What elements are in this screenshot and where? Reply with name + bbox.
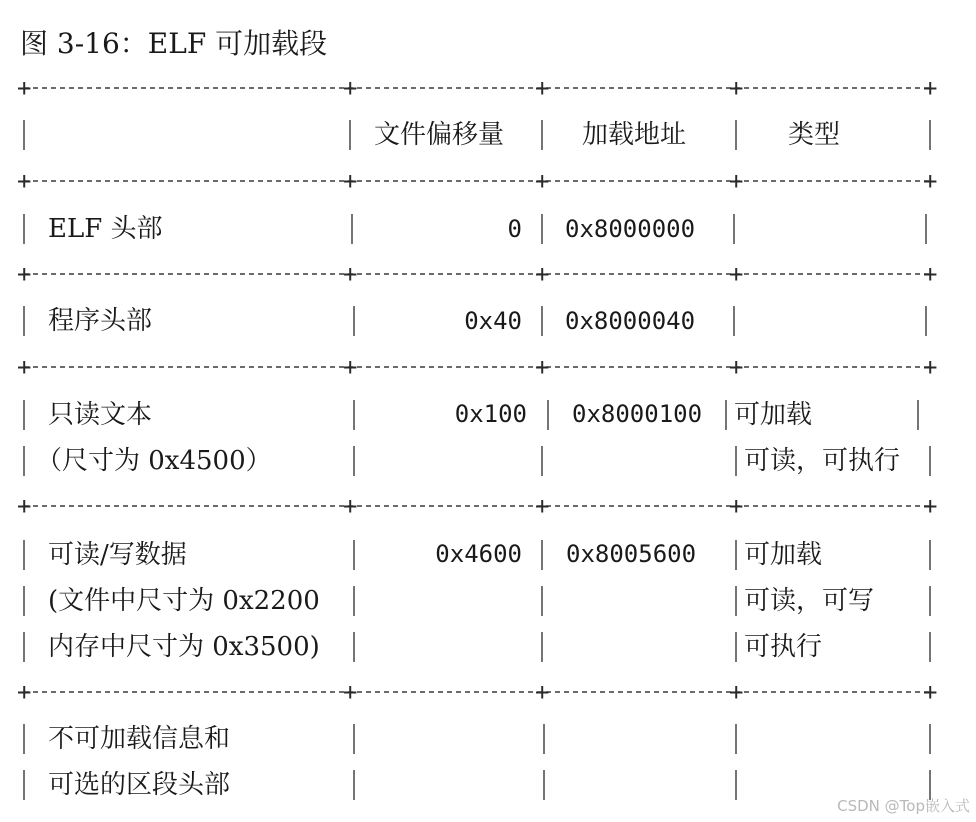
file-offset: 0x4600 bbox=[435, 540, 522, 568]
junction-mark: + bbox=[17, 167, 32, 195]
segment-name: 可读/写数据 bbox=[48, 540, 187, 570]
segment-size-note: (文件中尺寸为 0x2200 bbox=[48, 586, 320, 616]
file-offset: 0x100 bbox=[454, 400, 527, 428]
junction-mark: + bbox=[923, 353, 938, 381]
header-address: 加载地址 bbox=[582, 120, 687, 150]
load-address: 0x8000000 bbox=[565, 215, 696, 243]
junction-mark: + bbox=[535, 678, 550, 706]
junction-mark: + bbox=[17, 678, 32, 706]
segment-permissions: 可读，可执行 bbox=[744, 446, 901, 476]
load-address: 0x8005600 bbox=[566, 540, 697, 568]
segment-permissions: 可执行 bbox=[744, 632, 823, 662]
segment-name-cont: 可选的区段头部 bbox=[48, 770, 231, 800]
segment-name: ELF 头部 bbox=[48, 214, 163, 244]
junction-mark: + bbox=[17, 353, 32, 381]
segment-size-note: （尺寸为 0x4500） bbox=[36, 446, 272, 476]
junction-mark: + bbox=[17, 260, 32, 288]
header-offset: 文件偏移量 bbox=[374, 120, 505, 150]
junction-mark: + bbox=[923, 74, 938, 102]
junction-mark: + bbox=[343, 492, 358, 520]
load-address: 0x8000040 bbox=[565, 307, 696, 335]
segment-name: 只读文本 bbox=[48, 400, 153, 430]
segment-size-note: 内存中尺寸为 0x3500) bbox=[48, 632, 320, 662]
junction-mark: + bbox=[729, 167, 744, 195]
junction-mark: + bbox=[923, 492, 938, 520]
junction-mark: + bbox=[923, 678, 938, 706]
segment-permissions: 可读，可写 bbox=[744, 586, 875, 616]
junction-mark: + bbox=[343, 678, 358, 706]
segment-name: 程序头部 bbox=[48, 306, 153, 336]
load-address: 0x8000100 bbox=[572, 400, 703, 428]
file-offset: 0 bbox=[507, 215, 522, 243]
junction-mark: + bbox=[535, 353, 550, 381]
junction-mark: + bbox=[923, 167, 938, 195]
figure-caption: 图 3-16：ELF 可加载段 bbox=[20, 27, 328, 60]
junction-mark: + bbox=[729, 260, 744, 288]
junction-mark: + bbox=[343, 260, 358, 288]
junction-mark: + bbox=[535, 492, 550, 520]
header-type: 类型 bbox=[788, 120, 841, 150]
junction-mark: + bbox=[729, 678, 744, 706]
junction-mark: + bbox=[923, 260, 938, 288]
junction-mark: + bbox=[343, 353, 358, 381]
junction-mark: + bbox=[17, 492, 32, 520]
segment-name: 不可加载信息和 bbox=[48, 724, 231, 754]
junction-mark: + bbox=[535, 167, 550, 195]
file-offset: 0x40 bbox=[464, 307, 522, 335]
junction-mark: + bbox=[535, 74, 550, 102]
csdn-watermark: CSDN @Top嵌入式 bbox=[837, 797, 970, 815]
junction-mark: + bbox=[17, 74, 32, 102]
junction-mark: + bbox=[343, 74, 358, 102]
junction-mark: + bbox=[729, 353, 744, 381]
junction-mark: + bbox=[729, 74, 744, 102]
junction-mark: + bbox=[535, 260, 550, 288]
junction-mark: + bbox=[729, 492, 744, 520]
segment-type: 可加载 bbox=[744, 540, 823, 570]
segment-type: 可加载 bbox=[734, 400, 813, 430]
junction-mark: + bbox=[343, 167, 358, 195]
